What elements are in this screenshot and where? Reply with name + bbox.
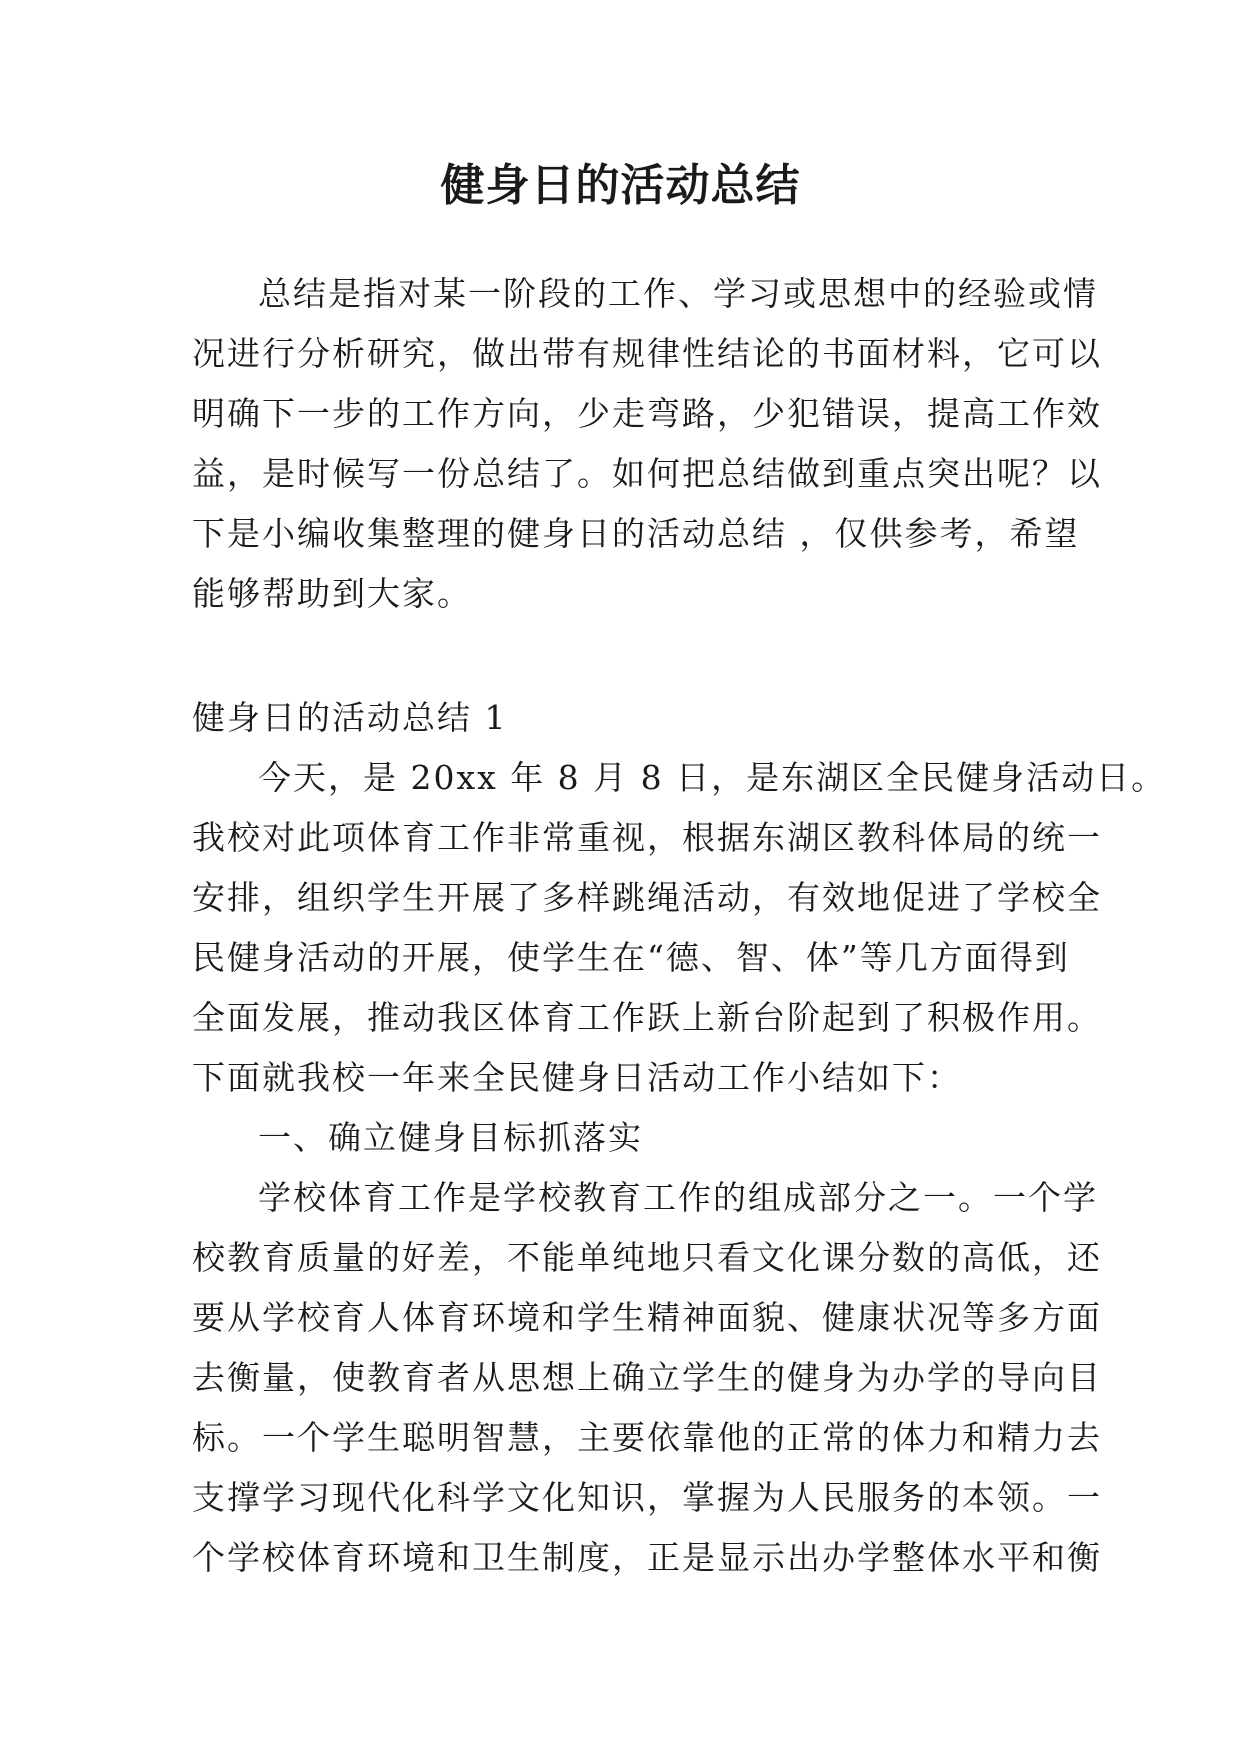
section-heading: 健身日的活动总结 1 bbox=[192, 698, 508, 737]
intro-paragraph bbox=[192, 264, 1102, 624]
section-line: 全面发展，推动我区体育工作跃上新台阶起到了积极作用。 bbox=[192, 998, 1102, 1037]
section-line: 支撑学习现代化科学文化知识，掌握为人民服务的本领。一 bbox=[192, 1478, 1102, 1517]
section-line: 校教育质量的好差，不能单纯地只看文化课分数的高低，还 bbox=[192, 1238, 1102, 1277]
section-line: 民健身活动的开展，使学生在“德、智、体”等几方面得到 bbox=[192, 938, 1070, 977]
intro-line: 况进行分析研究，做出带有规律性结论的书面材料，它可以 bbox=[192, 334, 1102, 373]
section-line: 要从学校育人体育环境和学生精神面貌、健康状况等多方面 bbox=[192, 1298, 1102, 1337]
intro-line: 明确下一步的工作方向，少走弯路，少犯错误，提高工作效 bbox=[192, 394, 1102, 433]
section-1 bbox=[192, 688, 1167, 1588]
intro-line: 能够帮助到大家。 bbox=[192, 574, 472, 613]
intro-line: 下是小编收集整理的健身日的活动总结 ，仅供参考，希望 bbox=[192, 514, 1080, 553]
section-line: 下面就我校一年来全民健身日活动工作小结如下： bbox=[192, 1058, 962, 1097]
section-line: 今天，是 20xx 年 8 月 8 日，是东湖区全民健身活动日。 bbox=[258, 758, 1167, 797]
section-line: 我校对此项体育工作非常重视，根据东湖区教科体局的统一 bbox=[192, 818, 1102, 857]
subsection-heading: 一、确立健身目标抓落实 bbox=[258, 1118, 643, 1157]
intro-line: 总结是指对某一阶段的工作、学习或思想中的经验或情 bbox=[258, 274, 1098, 313]
section-line: 安排，组织学生开展了多样跳绳活动，有效地促进了学校全 bbox=[192, 878, 1102, 917]
section-line: 个学校体育环境和卫生制度，正是显示出办学整体水平和衡 bbox=[192, 1538, 1102, 1577]
section-line: 学校体育工作是学校教育工作的组成部分之一。一个学 bbox=[258, 1178, 1098, 1217]
section-line: 去衡量，使教育者从思想上确立学生的健身为办学的导向目 bbox=[192, 1358, 1102, 1397]
document-title: 健身日的活动总结 bbox=[440, 160, 801, 211]
intro-line: 益，是时候写一份总结了。如何把总结做到重点突出呢？以 bbox=[192, 454, 1102, 493]
section-line: 标。一个学生聪明智慧，主要依靠他的正常的体力和精力去 bbox=[192, 1418, 1102, 1457]
